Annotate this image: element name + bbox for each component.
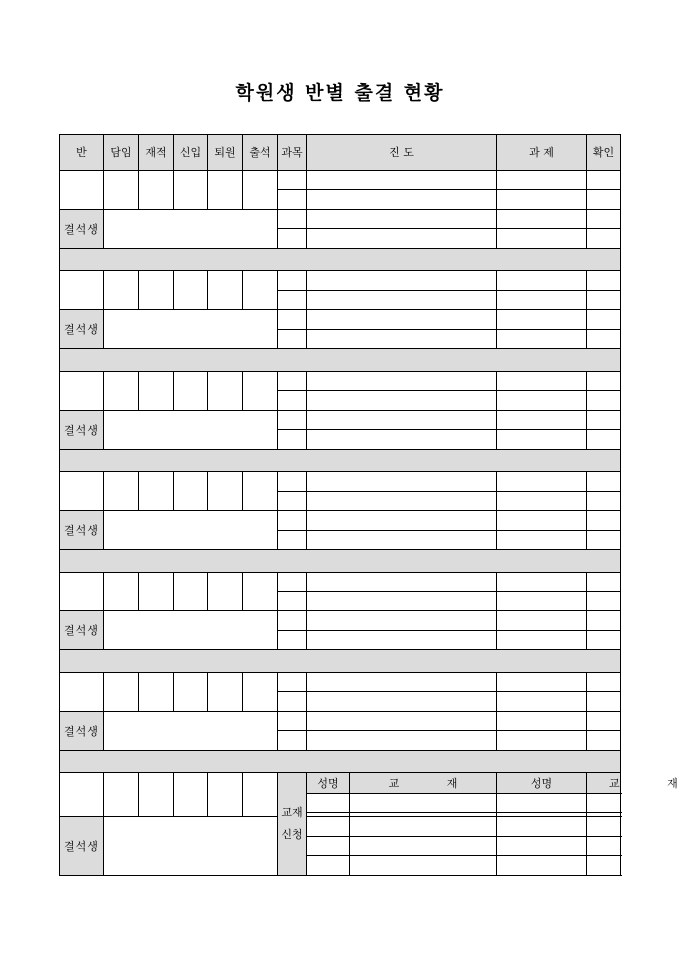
- subject-cell[interactable]: [278, 290, 307, 309]
- confirm-cell[interactable]: [587, 371, 621, 390]
- subject-cell[interactable]: [278, 310, 307, 329]
- count-cell[interactable]: [174, 371, 208, 410]
- homework-cell[interactable]: [497, 410, 587, 429]
- homework-cell[interactable]: [497, 630, 587, 649]
- progress-cell[interactable]: [307, 472, 497, 491]
- subject-cell[interactable]: [278, 430, 307, 449]
- absent-names-cell[interactable]: [104, 209, 278, 248]
- book-title-cell[interactable]: [350, 793, 497, 812]
- ban-cell[interactable]: [60, 371, 104, 410]
- count-cell[interactable]: [243, 472, 278, 511]
- subject-cell[interactable]: [278, 572, 307, 591]
- absent-label: 결석생: [60, 611, 104, 650]
- spacer-row: [60, 248, 621, 271]
- subject-cell[interactable]: [278, 391, 307, 410]
- subject-cell[interactable]: [278, 530, 307, 549]
- book-name-cell[interactable]: [497, 856, 587, 876]
- absent-row: [60, 410, 621, 429]
- book-title-cell[interactable]: [587, 856, 621, 876]
- header-damim: 담임: [104, 135, 139, 171]
- homework-cell[interactable]: [497, 310, 587, 329]
- class-row: [60, 271, 621, 290]
- count-cell[interactable]: [174, 572, 208, 611]
- subject-cell[interactable]: [278, 229, 307, 248]
- absent-names-cell[interactable]: [104, 611, 278, 650]
- count-cell[interactable]: [104, 472, 139, 511]
- progress-cell[interactable]: [307, 530, 497, 549]
- count-cell[interactable]: [243, 170, 278, 209]
- absent-names-cell[interactable]: [104, 817, 278, 876]
- progress-cell[interactable]: [307, 692, 497, 711]
- progress-cell[interactable]: [307, 170, 497, 189]
- subject-cell[interactable]: [278, 611, 307, 630]
- progress-cell[interactable]: [307, 511, 497, 530]
- absent-label: 결석생: [60, 310, 104, 349]
- homework-cell[interactable]: [497, 491, 587, 510]
- count-cell[interactable]: [139, 271, 174, 310]
- book-name-cell[interactable]: [307, 793, 350, 812]
- subject-cell[interactable]: [278, 511, 307, 530]
- final-row: [60, 817, 621, 836]
- absent-label: 결석생: [60, 209, 104, 248]
- header-row: [60, 135, 621, 171]
- book-title-cell[interactable]: [587, 817, 621, 836]
- subject-cell[interactable]: [278, 371, 307, 390]
- confirm-cell[interactable]: [587, 711, 621, 730]
- ban-cell[interactable]: [60, 572, 104, 611]
- count-cell[interactable]: [243, 371, 278, 410]
- count-cell[interactable]: [104, 773, 139, 817]
- subject-cell[interactable]: [278, 329, 307, 348]
- book-title-cell[interactable]: [350, 856, 497, 876]
- subject-cell[interactable]: [278, 209, 307, 228]
- count-cell[interactable]: [174, 773, 208, 817]
- count-cell[interactable]: [104, 371, 139, 410]
- count-cell[interactable]: [104, 672, 139, 711]
- progress-cell[interactable]: [307, 611, 497, 630]
- homework-cell[interactable]: [497, 371, 587, 390]
- header-ban: 반: [60, 135, 104, 171]
- subject-cell[interactable]: [278, 672, 307, 691]
- confirm-cell[interactable]: [587, 491, 621, 510]
- homework-cell[interactable]: [497, 290, 587, 309]
- count-cell[interactable]: [208, 170, 243, 209]
- book-title-cell[interactable]: [350, 836, 497, 855]
- count-cell[interactable]: [208, 371, 243, 410]
- progress-cell[interactable]: [307, 410, 497, 429]
- progress-cell[interactable]: [307, 371, 497, 390]
- class-row: [60, 672, 621, 691]
- homework-cell[interactable]: [497, 530, 587, 549]
- confirm-cell[interactable]: [587, 672, 621, 691]
- confirm-cell[interactable]: [587, 572, 621, 591]
- count-cell[interactable]: [104, 170, 139, 209]
- absent-names-cell[interactable]: [104, 310, 278, 349]
- homework-cell[interactable]: [497, 472, 587, 491]
- absent-names-cell[interactable]: [104, 711, 278, 750]
- page-title: 학원생 반별 출결 현황: [235, 82, 445, 104]
- spacer-cell: [60, 349, 621, 372]
- subject-cell[interactable]: [278, 170, 307, 189]
- absent-row: [60, 310, 621, 329]
- book-title-cell[interactable]: [587, 793, 621, 812]
- homework-cell[interactable]: [497, 209, 587, 228]
- spacer-row: [60, 349, 621, 372]
- progress-cell[interactable]: [307, 491, 497, 510]
- book-name-cell[interactable]: [497, 817, 587, 836]
- header-jindo: 진 도: [307, 135, 497, 171]
- book-name-cell[interactable]: [497, 793, 587, 812]
- spacer-cell: [60, 248, 621, 271]
- homework-cell[interactable]: [497, 572, 587, 591]
- book-request-label: [278, 773, 307, 876]
- confirm-cell[interactable]: [587, 592, 621, 611]
- book-header-name1: 성명: [307, 773, 350, 793]
- count-cell[interactable]: [174, 672, 208, 711]
- absent-row: [60, 711, 621, 730]
- count-cell[interactable]: [208, 572, 243, 611]
- progress-cell[interactable]: [307, 229, 497, 248]
- homework-cell[interactable]: [497, 190, 587, 209]
- homework-cell[interactable]: [497, 692, 587, 711]
- homework-cell[interactable]: [497, 611, 587, 630]
- attendance-table: [59, 134, 700, 876]
- absent-names-cell[interactable]: [104, 410, 278, 449]
- progress-cell[interactable]: [307, 572, 497, 591]
- confirm-cell[interactable]: [587, 692, 621, 711]
- book-name-cell[interactable]: [307, 817, 350, 836]
- header-chulseok: 출석: [243, 135, 278, 171]
- subject-cell[interactable]: [278, 271, 307, 290]
- subject-cell[interactable]: [278, 630, 307, 649]
- subject-cell[interactable]: [278, 190, 307, 209]
- subject-cell[interactable]: [278, 711, 307, 730]
- homework-cell[interactable]: [497, 329, 587, 348]
- book-name-cell[interactable]: [307, 836, 350, 855]
- count-cell[interactable]: [243, 672, 278, 711]
- final-row: [60, 773, 621, 793]
- progress-cell[interactable]: [307, 329, 497, 348]
- homework-cell[interactable]: [497, 711, 587, 730]
- homework-cell[interactable]: [497, 430, 587, 449]
- spacer-row: [60, 449, 621, 472]
- absent-label: 결석생: [60, 711, 104, 750]
- subject-cell[interactable]: [278, 592, 307, 611]
- confirm-cell[interactable]: [587, 290, 621, 309]
- book-request-line1: 교재: [281, 806, 303, 820]
- absent-row: [60, 511, 621, 530]
- progress-cell[interactable]: [307, 711, 497, 730]
- confirm-cell[interactable]: [587, 611, 621, 630]
- spacer-row: [60, 550, 621, 573]
- count-cell[interactable]: [174, 271, 208, 310]
- absent-label: 결석생: [60, 511, 104, 550]
- progress-cell[interactable]: [307, 310, 497, 329]
- count-cell[interactable]: [208, 773, 243, 817]
- homework-cell[interactable]: [497, 271, 587, 290]
- progress-cell[interactable]: [307, 391, 497, 410]
- count-cell[interactable]: [139, 472, 174, 511]
- class-row: [60, 572, 621, 591]
- confirm-cell[interactable]: [587, 410, 621, 429]
- book-title-cell[interactable]: [587, 836, 621, 855]
- class-row: [60, 170, 621, 189]
- ban-cell[interactable]: [60, 170, 104, 209]
- absent-row: [60, 611, 621, 630]
- homework-cell[interactable]: [497, 672, 587, 691]
- progress-cell[interactable]: [307, 630, 497, 649]
- count-cell[interactable]: [208, 472, 243, 511]
- subject-cell[interactable]: [278, 692, 307, 711]
- progress-cell[interactable]: [307, 290, 497, 309]
- count-cell[interactable]: [104, 271, 139, 310]
- count-cell[interactable]: [139, 170, 174, 209]
- spacer-cell: [60, 550, 621, 573]
- absent-row: [60, 209, 621, 228]
- book-title-cell[interactable]: [350, 817, 497, 836]
- book-header-book1: 교 재: [350, 773, 497, 793]
- spacer-cell: [60, 650, 621, 673]
- confirm-cell[interactable]: [587, 511, 621, 530]
- confirm-cell[interactable]: [587, 630, 621, 649]
- homework-cell[interactable]: [497, 592, 587, 611]
- progress-cell[interactable]: [307, 209, 497, 228]
- header-hwagin: 확인: [587, 135, 621, 171]
- confirm-cell[interactable]: [587, 731, 621, 750]
- class-row: [60, 371, 621, 390]
- homework-cell[interactable]: [497, 391, 587, 410]
- confirm-cell[interactable]: [587, 190, 621, 209]
- count-cell[interactable]: [139, 672, 174, 711]
- count-cell[interactable]: [243, 271, 278, 310]
- count-cell[interactable]: [243, 572, 278, 611]
- header-jaejeok: 재적: [139, 135, 174, 171]
- ban-cell[interactable]: [60, 672, 104, 711]
- progress-cell[interactable]: [307, 190, 497, 209]
- confirm-cell[interactable]: [587, 209, 621, 228]
- count-cell[interactable]: [208, 672, 243, 711]
- spacer-row: [60, 750, 621, 773]
- count-cell[interactable]: [104, 572, 139, 611]
- confirm-cell[interactable]: [587, 391, 621, 410]
- confirm-cell[interactable]: [587, 170, 621, 189]
- subject-cell[interactable]: [278, 731, 307, 750]
- absent-label: 결석생: [60, 817, 104, 876]
- ban-cell[interactable]: [60, 773, 104, 817]
- book-name-cell[interactable]: [307, 856, 350, 876]
- confirm-cell[interactable]: [587, 472, 621, 491]
- homework-cell[interactable]: [497, 229, 587, 248]
- progress-cell[interactable]: [307, 271, 497, 290]
- book-request-line2: 신청: [281, 828, 303, 842]
- confirm-cell[interactable]: [587, 310, 621, 329]
- count-cell[interactable]: [174, 170, 208, 209]
- count-cell[interactable]: [174, 472, 208, 511]
- confirm-cell[interactable]: [587, 530, 621, 549]
- header-gwamok: 과목: [278, 135, 307, 171]
- absent-label: 결석생: [60, 410, 104, 449]
- count-cell[interactable]: [139, 572, 174, 611]
- progress-cell[interactable]: [307, 731, 497, 750]
- subject-cell[interactable]: [278, 472, 307, 491]
- book-header-name2: 성명: [497, 773, 587, 793]
- class-row: [60, 472, 621, 491]
- count-cell[interactable]: [139, 371, 174, 410]
- homework-cell[interactable]: [497, 170, 587, 189]
- progress-cell[interactable]: [307, 672, 497, 691]
- progress-cell[interactable]: [307, 430, 497, 449]
- count-cell[interactable]: [139, 773, 174, 817]
- spacer-cell: [60, 750, 621, 773]
- homework-cell[interactable]: [497, 511, 587, 530]
- header-sinip: 신입: [174, 135, 208, 171]
- book-name-cell[interactable]: [497, 836, 587, 855]
- ban-cell[interactable]: [60, 271, 104, 310]
- count-cell[interactable]: [208, 271, 243, 310]
- confirm-cell[interactable]: [587, 229, 621, 248]
- absent-names-cell[interactable]: [104, 511, 278, 550]
- book-header-book2: 교 재: [587, 773, 621, 793]
- spacer-row: [60, 650, 621, 673]
- confirm-cell[interactable]: [587, 271, 621, 290]
- confirm-cell[interactable]: [587, 430, 621, 449]
- progress-cell[interactable]: [307, 592, 497, 611]
- confirm-cell[interactable]: [587, 329, 621, 348]
- header-toewon: 퇴원: [208, 135, 243, 171]
- ban-cell[interactable]: [60, 472, 104, 511]
- header-gwaje: 과 제: [497, 135, 587, 171]
- subject-cell[interactable]: [278, 410, 307, 429]
- homework-cell[interactable]: [497, 731, 587, 750]
- spacer-cell: [60, 449, 621, 472]
- subject-cell[interactable]: [278, 491, 307, 510]
- count-cell[interactable]: [243, 773, 278, 817]
